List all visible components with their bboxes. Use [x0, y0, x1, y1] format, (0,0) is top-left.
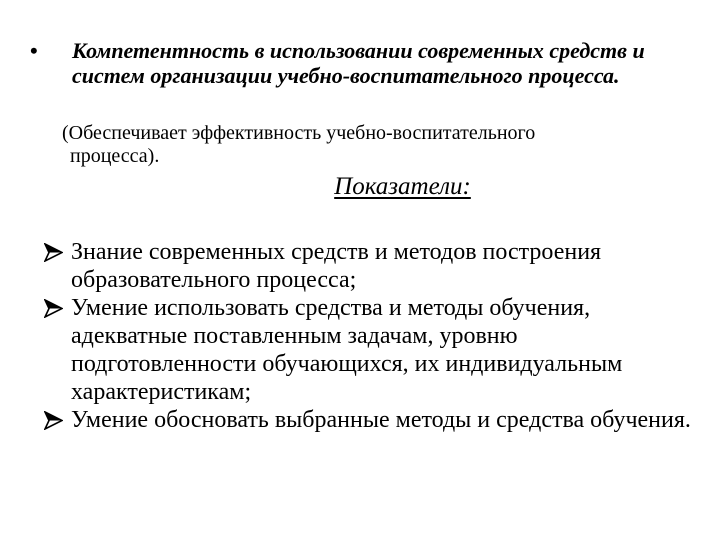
list-item-text: Умение использовать средства и методы обучения, адекватные поставленным задачам, уровню подготовленности обучающихся, их индивидуальным характеристикам;: [71, 295, 623, 405]
indicators-list: [44, 238, 704, 439]
arrow-bullet-icon: [44, 238, 71, 294]
competence-note: [62, 122, 682, 168]
bullet-dot-icon: •: [30, 38, 38, 63]
competence-note-line-1: (Обеспечивает эффективность учебно-воспитательного: [62, 122, 536, 144]
list-item-text: Знание современных средств и методов построения образовательного процесса;: [71, 239, 602, 293]
competence-heading-text: Компетентность в использовании современных средств и систем организации учебно-воспитательного процесса.: [72, 38, 645, 88]
list-item-text: Умение обосновать выбранные методы и средства обучения.: [71, 407, 691, 433]
competence-heading: [30, 38, 690, 88]
indicators-title: [0, 172, 720, 202]
arrow-bullet-icon: [44, 294, 71, 406]
arrow-bullet-icon: [44, 406, 71, 439]
list-item: [44, 294, 704, 406]
list-item: [44, 406, 704, 439]
competence-note-line-2: процесса).: [70, 145, 160, 167]
indicators-title-text: Показатели:: [334, 173, 471, 200]
list-item: [44, 238, 704, 294]
